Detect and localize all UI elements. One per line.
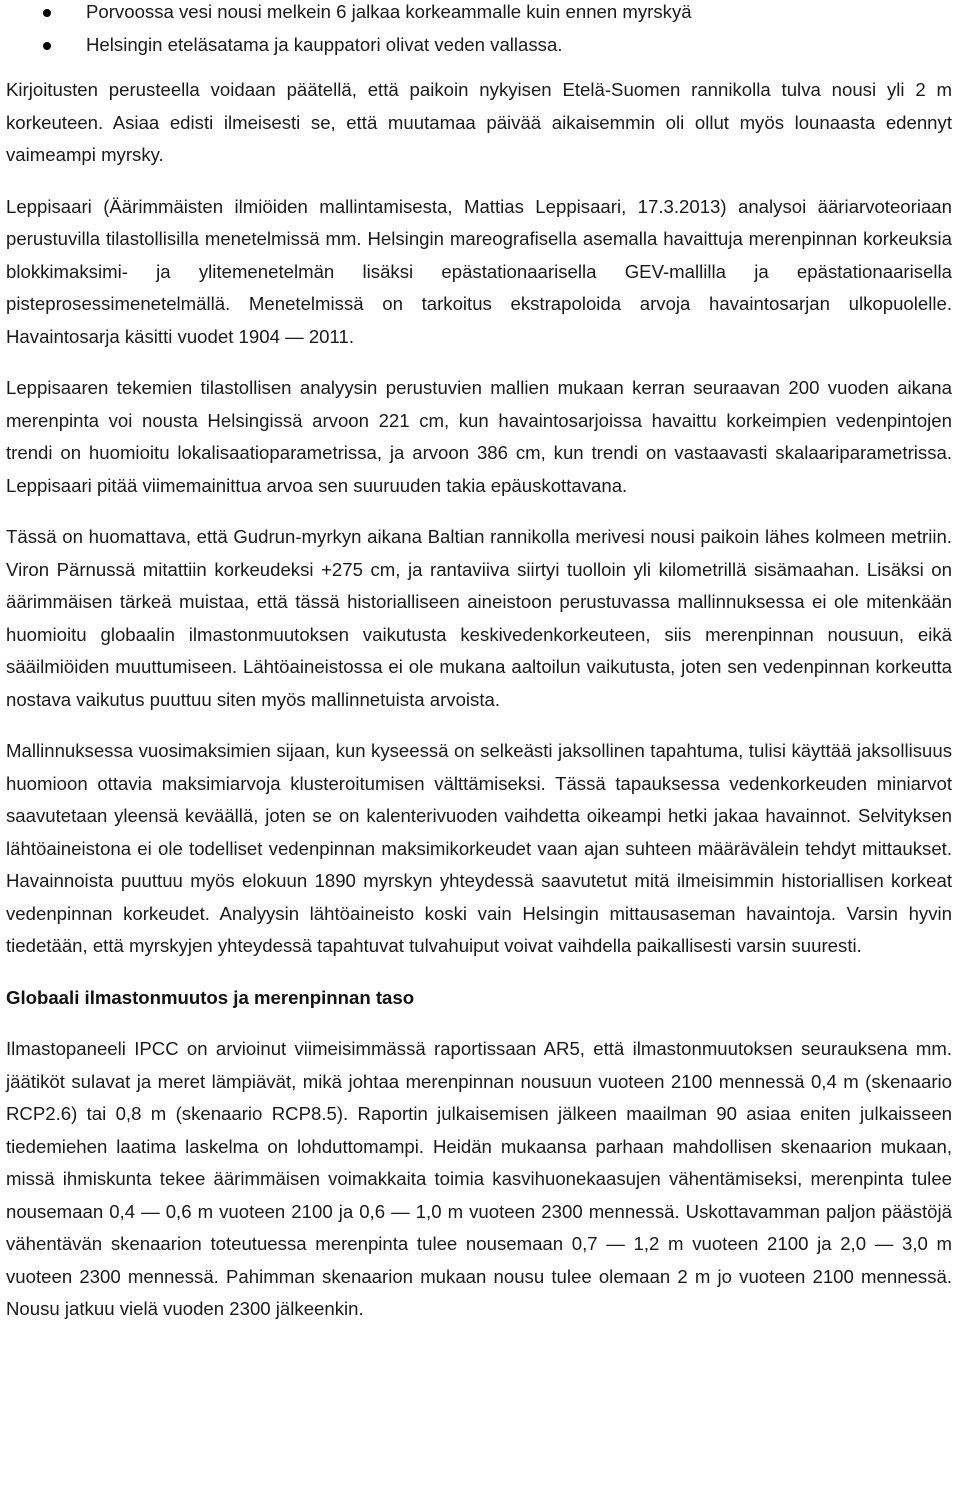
- paragraph-leppisaari-analysis: Leppisaari (Äärimmäisten ilmiöiden mallintamisesta, Mattias Leppisaari, 17.3.2013) analysoi ääriarvoteoriaan perustuvilla tilastollisilla menetelmissä mm. Helsingin mareografisella asemalla havaittuja merenpinnan korkeuksia blokkimaksimi- ja ylitemenetelmän lisäksi epästationaarisella GEV-mallilla ja epästationaarisella pisteprosessimenetelmällä. Menetelmissä on tarkoitus ekstrapoloida arvoja havaintosarjan ulkopuolelle. Havaintosarja käsitti vuodet 1904 — 2011.: [6, 195, 952, 347]
- list-item: [6, 29, 952, 62]
- paragraph-model-results: Leppisaaren tekemien tilastollisen analyysin perustuvien mallien mukaan kerran seuraavan 200 vuoden aikana merenpinta voi nousta Helsingissä arvoon 221 cm, kun havaintosarjoissa havaittu korkeimpien vedenpintojen trendi on huomioitu lokalisaatioparametrissa, ja arvoon 386 cm, kun trendi on vastaavasti skalaariparametrissa. Leppisaari pitää viimemainittua arvoa sen suuruuden takia epäuskottavana.: [6, 377, 952, 496]
- paragraph-gudrun-storm: Tässä on huomattava, että Gudrun-myrkyn aikana Baltian rannikolla merivesi nousi paikoin lähes kolmeen metriin. Viron Pärnussä mitattiin korkeudeksi +275 cm, ja rantaviiva siirtyi tuolloin yli kilometrillä sisämaahan. Lisäksi on äärimmäisen tärkeä muistaa, että tässä historialliseen aineistoon perustuvassa mallinnuksessa ei ole mitenkään huomioitu globaalin ilmastonmuutoksen vaikutusta keskivedenkorkeuteen, siis merenpinnan nousuun, eikä sääilmiöiden muuttumiseen. Lähtöaineistossa ei ole mukana aaltoilun vaikutusta, joten sen vedenpinnan korkeutta nostava vaikutus puuttuu siten myös mallinnetuista arvoista.: [6, 526, 952, 710]
- paragraph-modelling-critique: Mallinnuksessa vuosimaksimien sijaan, kun kyseessä on selkeästi jaksollinen tapahtuma, tulisi käyttää jaksollisuus huomioon ottavia maksimiarvoja klusteroitumisen välttämiseksi. Tässä tapauksessa vedenkorkeuden miniarvot saavutetaan yleensä keväällä, joten se on kalenterivuoden vaihdetta oikeampi hetki jakaa havainnot. Selvityksen lähtöaineistona ei ole todelliset vedenpinnan maksimikorkeudet vaan ajan suhteen määrävälein tehdyt mittaukset. Havainnoista puuttuu myös elokuun 1890 myrskyn yhteydessä saavutetut mitä ilmeisimmin historiallisen korkeat vedenpinnan korkeudet. Analyysin lähtöaineisto koski vain Helsingin mittausaseman havaintoja. Varsin hyvin tiedetään, että myrskyjen yhteydessä tapahtuvat tulvahuiput voivat vaihdella paikallisesti varsin suuresti.: [6, 740, 952, 956]
- bullet-icon: [43, 9, 51, 17]
- section-heading: Globaali ilmastonmuutos ja merenpinnan taso: [6, 986, 415, 1008]
- paragraph-ipcc: Ilmastopaneeli IPCC on arvioinut viimeisimmässä raportissaan AR5, että ilmastonmuutoksen seurauksena mm. jäätiköt sulavat ja meret lämpiävät, mikä johtaa merenpinnan nousuun vuoteen 2100 mennessä 0,4 m (skenaario RCP2.6) tai 0,8 m (skenaario RCP8.5). Raportin julkaisemisen jälkeen maailman 90 asiaa eniten julkaisseen tiedemiehen laatima laskelma on lohduttomampi. Heidän mukaansa parhaan mahdollisen skenaarion mukaan, missä ihmiskunta tekee äärimmäisen voimakkaita toimia kasvihuonekaasujen vähentämiseksi, merenpinta tulee nousemaan 0,4 — 0,6 m vuoteen 2100 ja 0,6 — 1,0 m vuoteen 2300 mennessä. Uskottavamman paljon päästöjä vähentävän skenaarion toteutuessa merenpinta tulee nousemaan 0,7 — 1,2 m vuoteen 2100 ja 2,0 — 3,0 m vuoteen 2300 mennessä. Pahimman skenaarion mukaan nousu tulee olemaan 2 m jo vuoteen 2100 mennessä. Nousu jatkuu vielä vuoden 2300 jälkeenkin.: [6, 1038, 952, 1319]
- list-item-text: Helsingin eteläsatama ja kauppatori olivat veden vallassa.: [86, 34, 563, 55]
- bullet-list: [6, 0, 952, 62]
- document-page: [6, 0, 952, 1326]
- bullet-icon: [43, 42, 51, 50]
- list-item-text: Porvoossa vesi nousi melkein 6 jalkaa korkeammalle kuin ennen myrskyä: [86, 1, 692, 22]
- list-item: [6, 0, 952, 29]
- paragraph-flood-heights: Kirjoitusten perusteella voidaan päätellä, että paikoin nykyisen Etelä-Suomen rannikolla tulva nousi yli 2 m korkeuteen. Asiaa edisti ilmeisesti se, että muutamaa päivää aikaisemmin oli ollut myös lounaasta edennyt vaimeampi myrsky.: [6, 79, 952, 165]
